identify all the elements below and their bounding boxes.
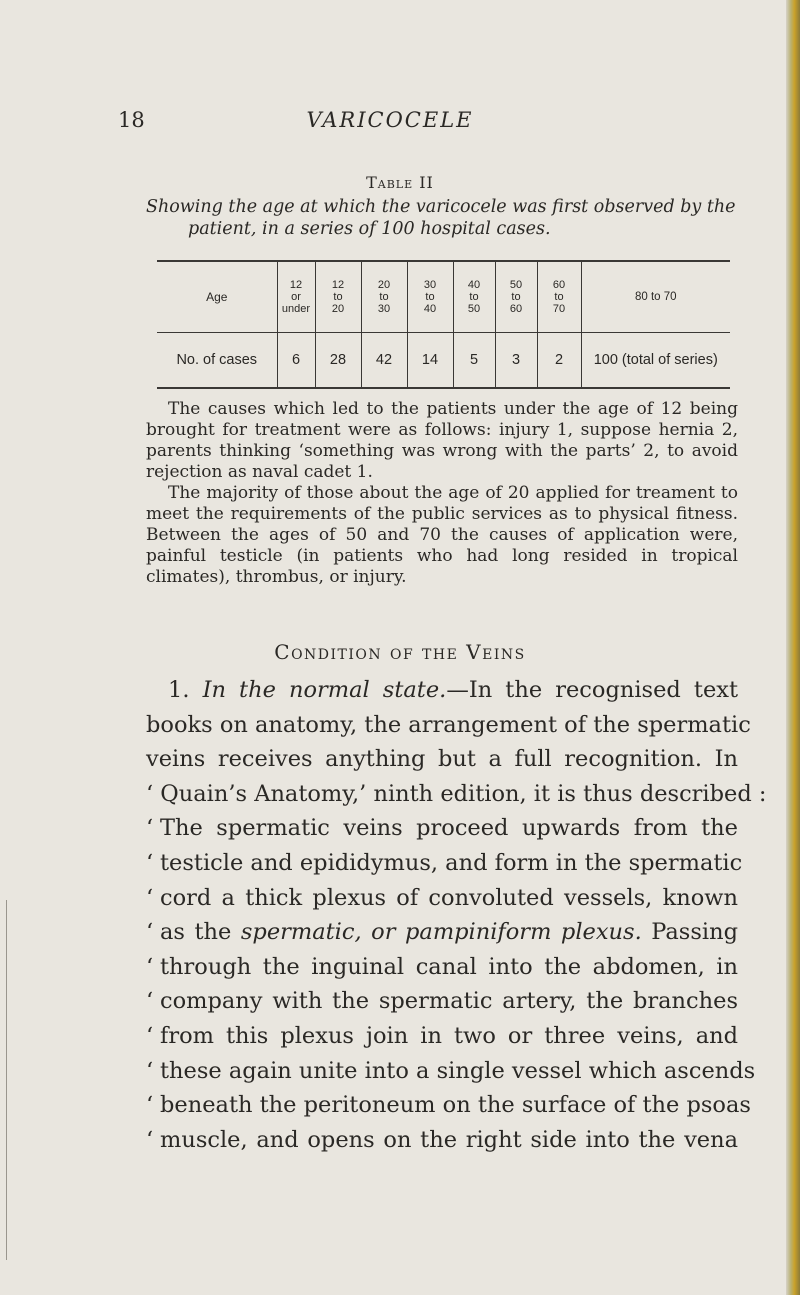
case-count: 2: [537, 333, 581, 389]
case-count: 3: [495, 333, 537, 389]
age-range-cell: 20 to 30: [361, 261, 407, 333]
text-line: ‘ muscle, and opens on the right side into the vena: [146, 1126, 738, 1153]
text-line: ‘ these again unite into a single vessel which ascends: [146, 1057, 756, 1084]
age-range-cell: 30 to 40: [407, 261, 453, 333]
book-fore-edge: [786, 0, 800, 1295]
age-range-cell: 12 to 20: [315, 261, 361, 333]
text-line: books on anatomy, the arrangement of the spermatic: [146, 711, 751, 738]
text-line: veins receives anything but a full recognition. In: [146, 746, 738, 773]
table-caption: Table II: [366, 173, 434, 192]
text-line: ‘ Quain’s Anatomy,’ ninth edition, it is thus described :: [146, 780, 767, 807]
case-count: 5: [453, 333, 495, 389]
section-heading: Condition of the Veins: [274, 640, 526, 664]
case-count: 28: [315, 333, 361, 389]
text-line: ‘ through the inguinal canal into the abdomen, in: [146, 953, 738, 980]
age-range-cell: 12 or under: [277, 261, 315, 333]
majority-paragraph: The majority of those about the age of 20 applied for treament to meet the requirements of the public services as to physical fitness. Between the ages of 50 and 70 the causes of application were, painful testicle (in patients who had long resided in tropical climates), thrombus, or injury.: [146, 483, 738, 587]
text-line: ‘ beneath the peritoneum on the surface of the psoas: [146, 1092, 751, 1119]
text-line: ‘ from this plexus join in two or three veins, and: [146, 1022, 738, 1049]
age-range-cell: 80 to 70: [581, 261, 730, 333]
page-number: 18: [118, 108, 145, 132]
text-line: ‘ company with the spermatic artery, the branches: [146, 988, 738, 1015]
table-header-row: [157, 261, 730, 333]
case-count: 6: [277, 333, 315, 389]
text-line: ‘ testicle and epididymus, and form in the spermatic: [146, 849, 743, 876]
table-description-line: patient, in a series of 100 hospital cases.: [188, 219, 551, 239]
case-count: 42: [361, 333, 407, 389]
text-line: ‘ as the spermatic, or pampiniform plexus. Passing: [146, 919, 738, 946]
age-range-cell: 40 to 50: [453, 261, 495, 333]
body-text: [146, 673, 767, 1157]
text-line: 1. In the normal state.—In the recognised text: [168, 677, 738, 703]
text-line: ‘ The spermatic veins proceed upwards from the: [146, 815, 738, 842]
running-title: VARICOCELE: [306, 108, 474, 132]
case-total: 100 (total of series): [581, 333, 730, 389]
case-count: 14: [407, 333, 453, 389]
table-description-line: Showing the age at which the varicocele was first observed by the: [146, 197, 736, 217]
cases-label: No. of cases: [157, 333, 277, 389]
age-range-cell: 60 to 70: [537, 261, 581, 333]
running-header: [0, 108, 786, 138]
age-header: Age: [157, 261, 277, 333]
age-table: [157, 260, 730, 389]
age-range-cell: 50 to 60: [495, 261, 537, 333]
text-line: ‘ cord a thick plexus of convoluted vessels, known: [146, 884, 738, 911]
table-description: [146, 196, 761, 240]
page-edge-line: [6, 900, 7, 1260]
table-count-row: [157, 333, 730, 389]
causes-paragraph: The causes which led to the patients under the age of 12 being brought for treatment were as follows: injury 1, suppose hernia 2, parents thinking ‘something was wrong with the parts’ 2, to avoid rejection as naval cadet 1.: [146, 399, 738, 482]
